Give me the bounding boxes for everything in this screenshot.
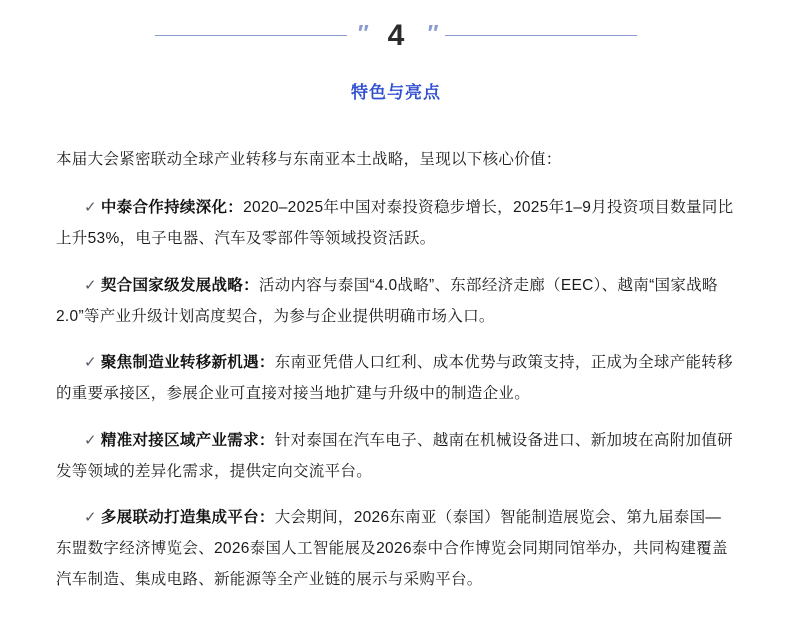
check-icon: ✓ — [84, 509, 97, 527]
section-number: 4 — [387, 19, 405, 52]
quote-mark-left-icon: ″ — [356, 19, 366, 46]
highlight-list — [56, 192, 736, 595]
check-icon: ✓ — [84, 354, 97, 372]
list-item-title: 精准对接区域产业需求： — [100, 431, 275, 449]
list-item-body: 活动内容与泰国“4.0战略”、东部经济走廊（EEC）、越南“国家战略2.0”等产业升级计划高度契合，为参与企业提供明确市场入口。 — [56, 276, 718, 325]
list-item-body: 针对泰国在汽车电子、越南在机械设备进口、新加坡在高附加值研发等领域的差异化需求，提供定向交流平台。 — [56, 431, 733, 480]
section-title: 特色与亮点 — [351, 83, 441, 102]
list-item-title: 聚焦制造业转移新机遇： — [100, 354, 275, 372]
check-icon: ✓ — [84, 431, 97, 449]
check-icon: ✓ — [84, 276, 97, 294]
list-item — [56, 192, 736, 254]
list-item-body: 大会期间，2026东南亚（泰国）智能制造展览会、第九届泰国—东盟数字经济博览会、2026泰国人工智能展及2026泰中合作博览会同期同馆举办，共同构建覆盖汽车制造、集成电路、新能源等全产业链的展示与采购平台。 — [56, 509, 728, 589]
list-item — [56, 270, 736, 332]
quote-mark-right-icon: ″ — [426, 19, 436, 46]
list-item-title: 多展联动打造集成平台： — [100, 509, 275, 527]
list-item-title: 契合国家级发展战略： — [100, 276, 259, 294]
list-item — [56, 347, 736, 409]
list-item — [56, 502, 736, 595]
intro-paragraph: 本届大会紧密联动全球产业转移与东南亚本土战略，呈现以下核心价值： — [56, 151, 562, 168]
section-number-header — [0, 0, 792, 56]
list-item-body: 2020–2025年中国对泰投资稳步增长，2025年1–9月投资项目数量同比上升53%，电子电器、汽车及零部件等领域投资活跃。 — [56, 199, 734, 248]
list-item — [56, 425, 736, 487]
check-icon: ✓ — [84, 199, 97, 217]
divider-right — [445, 35, 637, 36]
list-item-title: 中泰合作持续深化： — [100, 199, 244, 217]
list-item-body: 东南亚凭借人口红利、成本优势与政策支持，正成为全球产能转移的重要承接区，参展企业可直接对接当地扩建与升级中的制造企业。 — [56, 354, 733, 403]
body-content — [0, 145, 792, 595]
divider-left — [155, 35, 347, 36]
